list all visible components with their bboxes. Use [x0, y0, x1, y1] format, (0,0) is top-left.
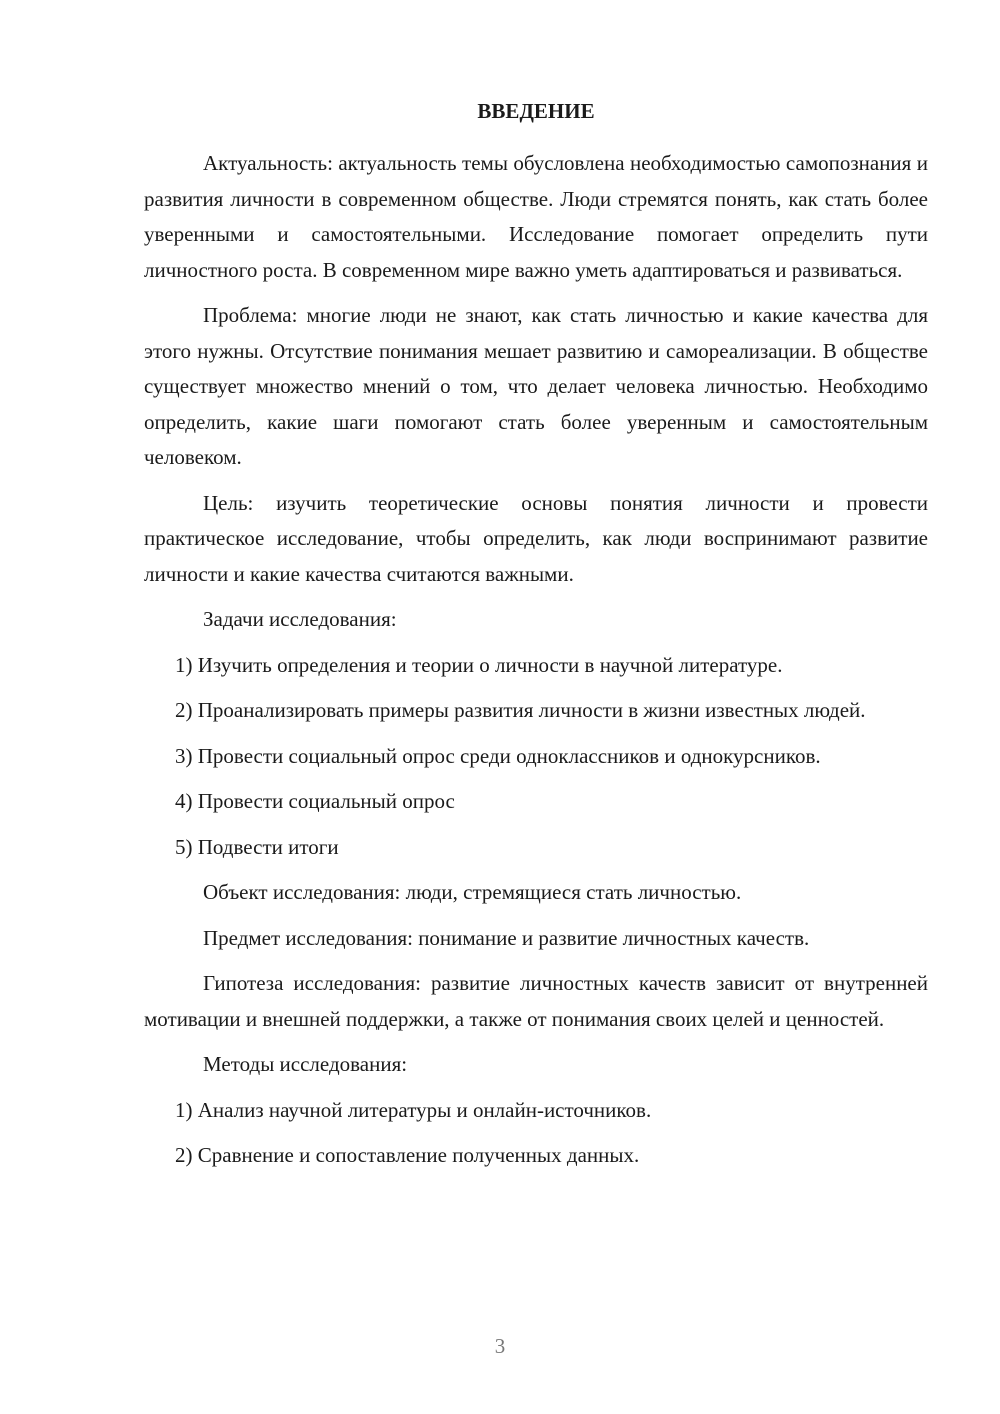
- task-item-3: 3) Провести социальный опрос среди одноклассников и однокурсников.: [175, 743, 821, 768]
- method-item-1: 1) Анализ научной литературы и онлайн-источников.: [175, 1097, 652, 1122]
- page-number: 3: [494, 1334, 506, 1358]
- goal-paragraph: Цель: изучить теоретические основы понятия личности и провести практическое исследование, чтобы определить, как люди воспринимают развитие личности и какие качества считаются важными.: [144, 490, 928, 586]
- hypothesis-paragraph: Гипотеза исследования: развитие личностных качеств зависит от внутренней мотивации и внешней поддержки, а также от понимания своих целей и ценностей.: [144, 971, 928, 1031]
- tasks-heading: Задачи исследования:: [203, 607, 397, 631]
- relevance-paragraph: Актуальность: актуальность темы обусловлена необходимостью самопознания и развития личности в современном обществе. Люди стремятся понять, как стать более уверенными и самостоятельными. Исследование помогает определить пути личностного роста. В современном мире важно уметь адаптироваться и развиваться.: [144, 151, 928, 282]
- subject-paragraph: Предмет исследования: понимание и развитие личностных качеств.: [203, 925, 810, 950]
- section-title: ВВЕДЕНИЕ: [477, 99, 595, 123]
- task-item-2: 2) Проанализировать примеры развития личности в жизни известных людей.: [175, 698, 866, 722]
- task-item-1: 1) Изучить определения и теории о личности в научной литературе.: [175, 652, 783, 677]
- problem-paragraph: Проблема: многие люди не знают, как стать личностью и какие качества для этого нужны. Отсутствие понимания мешает развитию и самореализации. В обществе существует множество мнений о том, что делает человека личностью. Необходимо определить, какие шаги помогают стать более уверенным и самостоятельным человеком.: [144, 303, 928, 469]
- object-paragraph: Объект исследования: люди, стремящиеся стать личностью.: [203, 880, 742, 904]
- task-item-5: 5) Подвести итоги: [175, 834, 339, 859]
- method-item-2: 2) Сравнение и сопоставление полученных данных.: [175, 1143, 640, 1167]
- methods-heading: Методы исследования:: [203, 1052, 408, 1076]
- task-item-4: 4) Провести социальный опрос: [175, 789, 455, 813]
- document-page: [144, 96, 928, 1184]
